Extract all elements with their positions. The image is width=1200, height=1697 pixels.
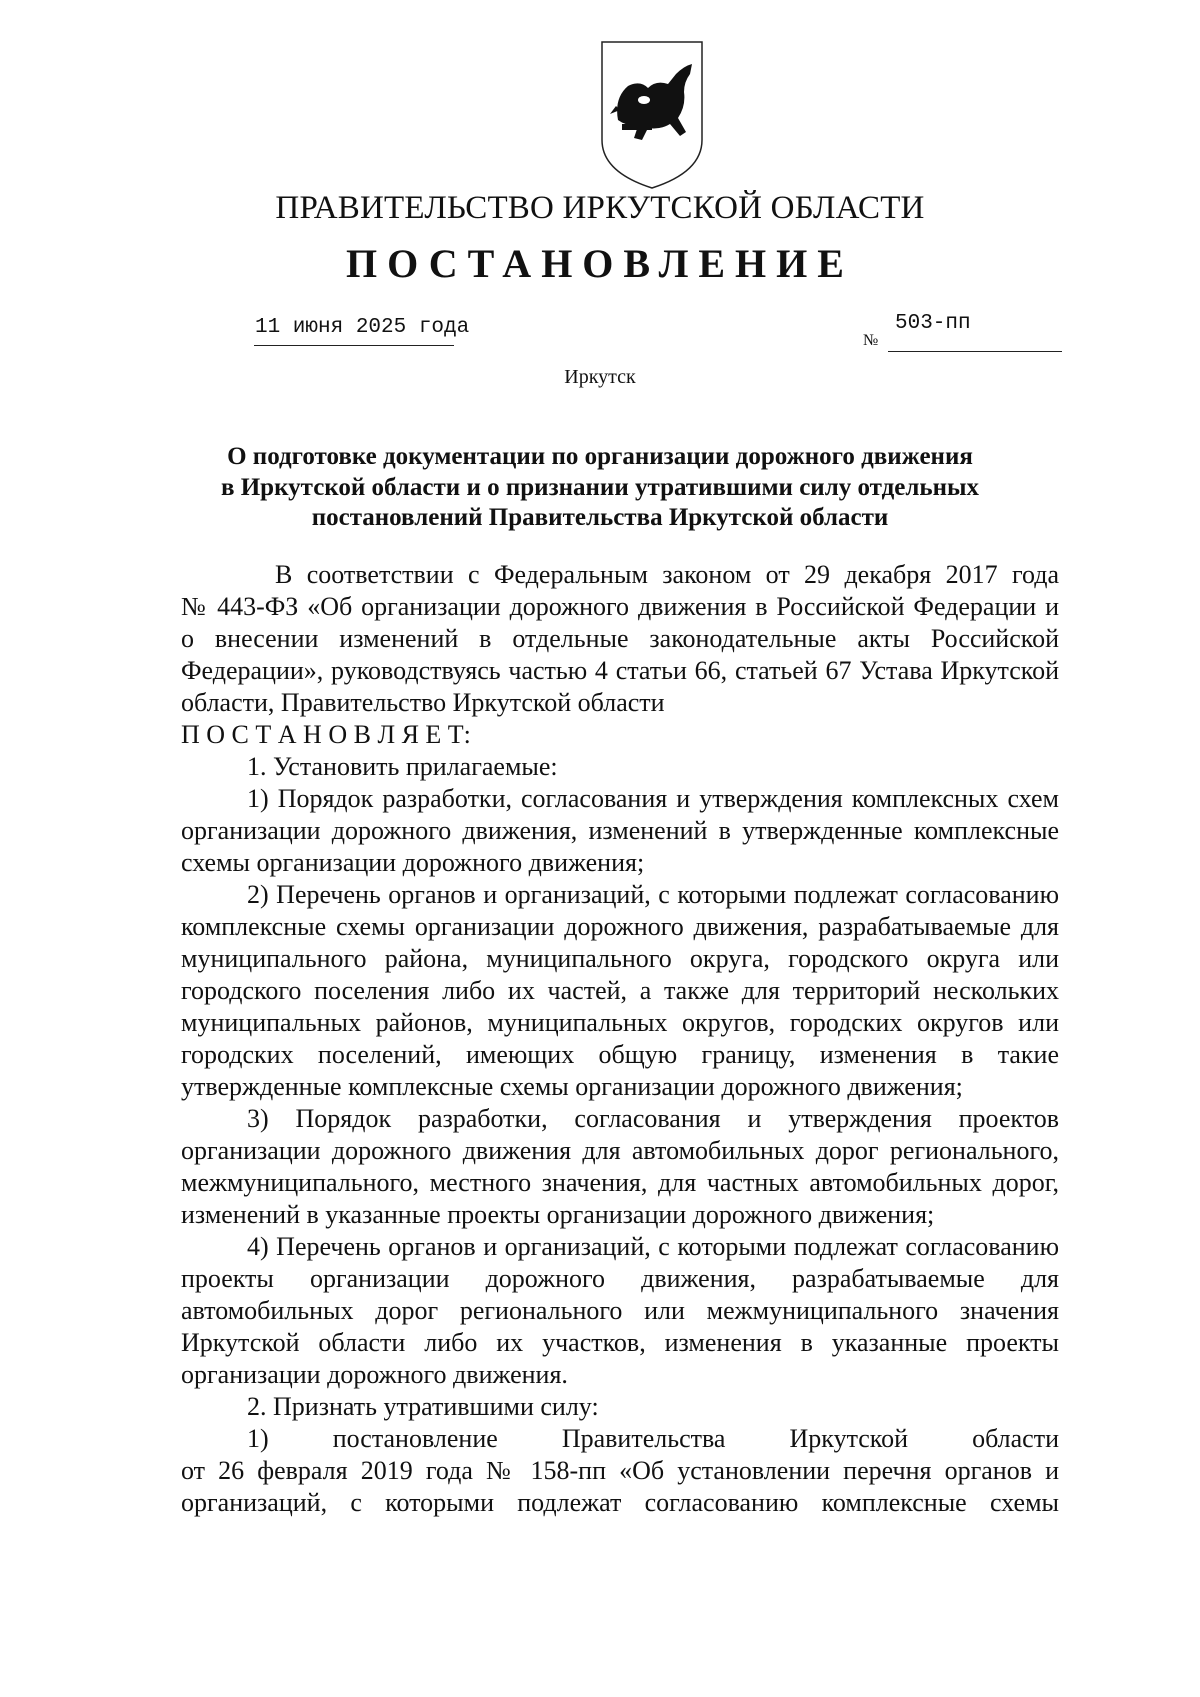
- body-line: организации дорожного движения для автомобильных дорог регионального,: [181, 1136, 1059, 1165]
- number-underline: [888, 351, 1062, 352]
- body-line: Федерации», руководствуясь частью 4 статьи 66, статьей 67 Устава Иркутской: [181, 656, 1059, 685]
- body-line: организаций, с которыми подлежат согласованию комплексные схемы: [181, 1488, 1059, 1517]
- number-sign: №: [863, 332, 879, 349]
- body-line: организации дорожного движения.: [181, 1360, 568, 1389]
- document-title-line: в Иркутской области и о признании утратившими силу отдельных: [220, 474, 980, 501]
- date-underline: [254, 345, 454, 346]
- document-number: 503-пп: [895, 312, 971, 335]
- body-line: П О С Т А Н О В Л Я Е Т:: [181, 720, 471, 749]
- document-title-line: О подготовке документации по организации дорожного движения: [227, 443, 973, 470]
- document-type: ПОСТАНОВЛЕНИЕ: [346, 241, 854, 286]
- body-line: области, Правительство Иркутской области: [181, 688, 665, 717]
- body-line: изменений в указанные проекты организации дорожного движения;: [181, 1200, 935, 1229]
- body-line: схемы организации дорожного движения;: [181, 848, 645, 877]
- body-line: 2) Перечень органов и организаций, с которыми подлежат согласованию: [247, 880, 1059, 909]
- body-line: № 443-ФЗ «Об организации дорожного движения в Российской Федерации и: [181, 592, 1059, 621]
- document-date: 11 июня 2025 года: [255, 316, 470, 339]
- document-city: Иркутск: [564, 366, 636, 388]
- body-line: о внесении изменений в отдельные законодательные акты Российской: [181, 624, 1059, 653]
- body-line: утвержденные комплексные схемы организации дорожного движения;: [181, 1072, 963, 1101]
- body-line: межмуниципального, местного значения, для частных автомобильных дорог,: [181, 1168, 1059, 1197]
- body-line: городского поселения либо их частей, а также для территорий нескольких: [181, 976, 1059, 1005]
- body-line: муниципальных районов, муниципальных округов, городских округов или: [181, 1008, 1059, 1037]
- body-line: 3) Порядок разработки, согласования и утверждения проектов: [247, 1104, 1059, 1133]
- document-title-line: постановлений Правительства Иркутской области: [311, 504, 889, 531]
- body-line: 4) Перечень органов и организаций, с которыми подлежат согласованию: [247, 1232, 1059, 1261]
- irkutsk-coat-of-arms-icon: [600, 40, 704, 190]
- body-line: 1) постановление Правительства Иркутской области: [247, 1424, 1059, 1453]
- body-line: 1. Установить прилагаемые:: [247, 752, 558, 781]
- body-line: 2. Признать утратившими силу:: [247, 1392, 599, 1421]
- body-line: муниципального района, муниципального округа, городского округа или: [181, 944, 1059, 973]
- body-line: городских поселений, имеющих общую границу, изменения в такие: [181, 1040, 1059, 1069]
- organization-name: ПРАВИТЕЛЬСТВО ИРКУТСКОЙ ОБЛАСТИ: [275, 190, 925, 226]
- body-line: комплексные схемы организации дорожного движения, разрабатываемые для: [181, 912, 1059, 941]
- body-line: проекты организации дорожного движения, разрабатываемые для: [181, 1264, 1059, 1293]
- body-line: автомобильных дорог регионального или межмуниципального значения: [181, 1296, 1059, 1325]
- body-line: Иркутской области либо их участков, изменения в указанные проекты: [181, 1328, 1059, 1357]
- body-line: В соответствии с Федеральным законом от 29 декабря 2017 года: [275, 560, 1059, 589]
- body-line: организации дорожного движения, изменений в утвержденные комплексные: [181, 816, 1059, 845]
- body-line: 1) Порядок разработки, согласования и утверждения комплексных схем: [247, 784, 1059, 813]
- body-line: от 26 февраля 2019 года № 158-пп «Об установлении перечня органов и: [181, 1456, 1059, 1485]
